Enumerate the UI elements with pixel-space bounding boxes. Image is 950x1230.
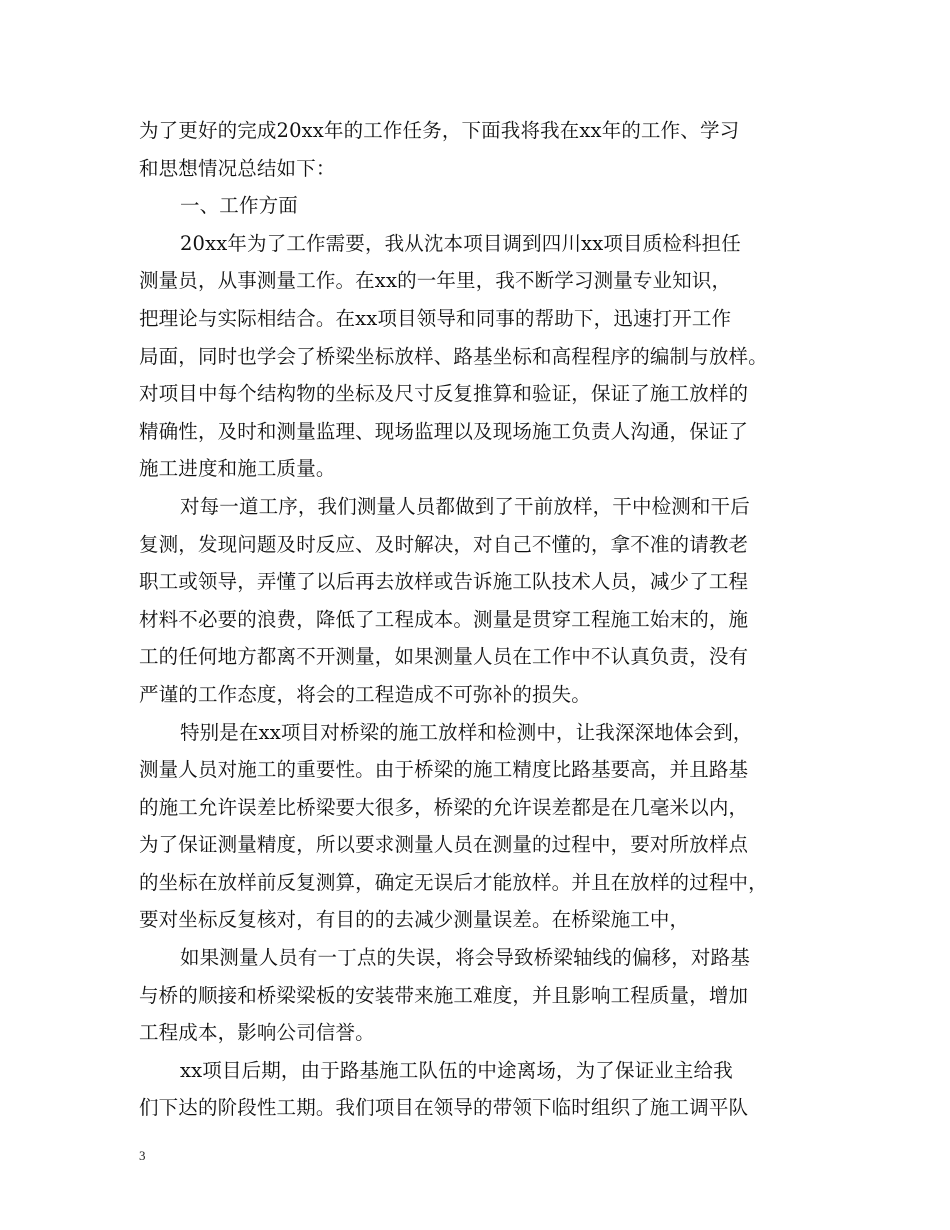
text-line: 施工进度和施工质量。 [139,457,336,481]
text-line: 对项目中每个结构物的坐标及尺寸反复推算和验证，保证了施工放样的 [139,382,749,406]
text-line: 局面，同时也学会了桥梁坐标放样、路基坐标和高程程序的编制与放样。 [139,344,768,368]
text-line: 工的任何地方都离不开测量，如果测量人员在工作中不认真负责，没有 [139,645,749,669]
text-line: 把理论与实际相结合。在xx项目领导和同事的帮助下，迅速打开工作 [139,306,732,330]
text-line: 职工或领导，弄懂了以后再去放样或告诉施工队技术人员，减少了工程 [139,570,749,594]
text-line: 特别是在xx项目对桥梁的施工放样和检测中，让我深深地体会到， [180,720,753,744]
text-line: 精确性，及时和测量监理、现场监理以及现场施工负责人沟通，保证了 [139,419,749,443]
text-line: 和思想情况总结如下： [139,156,336,180]
section-heading: 一、工作方面 [180,194,298,218]
document-body [139,112,829,1127]
text-line: 与桥的顺接和桥梁梁板的安装带来施工难度，并且影响工程质量，增加 [139,983,749,1007]
text-line: 严谨的工作态度，将会的工程造成不可弥补的损失。 [139,682,591,706]
text-line: xx项目后期，由于路基施工队伍的中途离场，为了保证业主给我 [180,1058,733,1082]
text-line: 材料不必要的浪费，降低了工程成本。测量是贯穿工程施工始末的，施 [139,607,749,631]
text-line: 为了更好的完成20xx年的工作任务，下面我将我在xx年的工作、学习 [139,119,740,142]
text-line: 的坐标在放样前反复测算，确定无误后才能放样。并且在放样的过程中， [139,870,768,894]
text-line: 工程成本，影响公司信誉。 [139,1021,375,1045]
text-line: 对每一道工序，我们测量人员都做到了干前放样，干中检测和干后 [180,494,750,518]
page-number: 3 [139,1148,146,1163]
text-line: 要对坐标反复核对，有目的的去减少测量误差。在桥梁施工中， [139,908,690,932]
text-line: 复测，发现问题及时反应、及时解决，对自己不懂的，拿不准的请教老 [139,532,749,556]
text-line: 20xx年为了工作需要，我从沈本项目调到四川xx项目质检科担任 [180,231,741,255]
text-line: 测量员，从事测量工作。在xx的一年里，我不断学习测量专业知识， [139,269,732,293]
text-line: 测量人员对施工的重要性。由于桥梁的施工精度比路基要高，并且路基 [139,758,749,782]
text-line: 为了保证测量精度，所以要求测量人员在测量的过程中，要对所放样点 [139,833,749,857]
text-line: 如果测量人员有一丁点的失误，将会导致桥梁轴线的偏移，对路基 [180,946,750,970]
text-line: 们下达的阶段性工期。我们项目在领导的带领下临时组织了施工调平队 [139,1096,749,1120]
text-line: 的施工允许误差比桥梁要大很多，桥梁的允许误差都是在几毫米以内， [139,795,749,819]
